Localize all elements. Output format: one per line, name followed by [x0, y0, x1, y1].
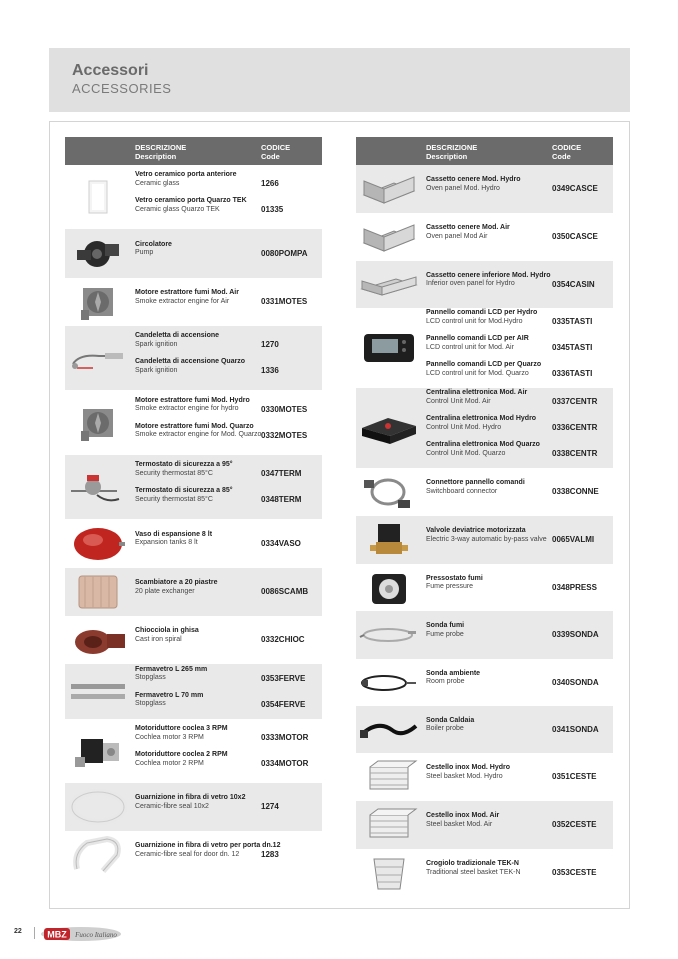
product-name-en: Boiler probe — [426, 725, 464, 732]
product-item — [135, 725, 322, 751]
control-unit-icon — [358, 406, 420, 450]
product-name-it: Sonda ambiente — [426, 669, 481, 677]
product-name-it: Vaso di espansione 8 lt — [135, 530, 213, 538]
product-name-en: Spark ignition — [135, 366, 178, 374]
product-code: 0341SONDA — [552, 724, 599, 734]
table-row — [356, 753, 613, 801]
product-name-en: Security thermostat 85°C — [135, 469, 213, 477]
product-name-en: Cast iron spiral — [135, 635, 182, 643]
table-row — [65, 616, 322, 664]
table-row — [356, 308, 613, 388]
product-code: 0347TERM — [261, 468, 302, 478]
header-code-en: Code — [552, 152, 571, 161]
glass-icon — [67, 175, 129, 219]
product-item — [426, 176, 613, 202]
product-name-en: Ceramic-fibre seal for door dn. 12 — [135, 850, 240, 858]
probe-black-icon — [358, 708, 420, 752]
product-code: 0354FERVE — [261, 699, 306, 709]
product-code: 0331MOTES — [261, 296, 308, 306]
product-code: 0352CESTE — [552, 819, 597, 829]
product-name-en: Control Unit Mod. Air — [426, 397, 491, 405]
product-code: 0335TASTI — [552, 316, 593, 326]
product-name-en: Cochlea motor 2 RPM — [135, 759, 204, 767]
product-item — [135, 627, 322, 653]
product-name-en: Control Unit Mod. Quarzo — [426, 449, 506, 457]
table-body — [356, 165, 613, 897]
product-name-it: Valvole deviatrice motorizzata — [426, 527, 526, 534]
product-name-en: Control Unit Mod. Hydro — [426, 423, 502, 431]
product-code: 0080POMPA — [261, 248, 308, 258]
product-code: 0345TASTI — [552, 342, 593, 352]
product-name-en: Switchboard connector — [426, 487, 498, 495]
product-name-it: Centralina elettronica Mod Hydro — [426, 415, 537, 422]
product-name-it: Motoriduttore coclea 2 RPM — [135, 751, 228, 758]
ash-tray-inferior-icon — [358, 263, 420, 307]
product-name-it: Cassetto cenere Mod. Air — [426, 224, 510, 231]
product-name-en: LCD control unit for Mod. Air — [426, 343, 514, 351]
product-name-en: Steel basket Mod. Air — [426, 820, 493, 828]
product-code: 1283 — [261, 849, 279, 859]
product-name-it: Motoriduttore coclea 3 RPM — [135, 725, 228, 732]
product-name-en: Traditional steel basket TEK-N — [426, 868, 521, 876]
table-row — [356, 213, 613, 261]
product-code: 0065VALMI — [552, 534, 595, 544]
product-code: 0354CASIN — [552, 279, 595, 289]
product-code: 0351CESTE — [552, 771, 597, 781]
table-row — [356, 659, 613, 706]
product-item — [135, 358, 322, 384]
product-name-it: Fermavetro L 265 mm — [135, 665, 208, 673]
product-name-it: Cestello inox Mod. Hydro — [426, 764, 511, 771]
product-name-it: Scambiatore a 20 piastre — [135, 579, 218, 586]
table-row — [65, 519, 322, 568]
product-name-it: Sonda Caldaia — [426, 716, 475, 724]
product-name-en: Ceramic glass Quarzo TEK — [135, 205, 220, 213]
thermostat-icon — [67, 465, 129, 509]
ash-tray-icon — [358, 167, 420, 211]
product-code: 0332CHIOC — [261, 634, 305, 644]
product-item — [426, 272, 613, 298]
product-item — [135, 397, 322, 423]
product-name-en: Pump — [135, 249, 154, 256]
product-item — [426, 812, 613, 838]
product-name-en: 20 plate exchanger — [135, 587, 195, 595]
footer-divider — [34, 927, 35, 939]
product-item — [426, 479, 613, 505]
product-name-en: Ceramic glass — [135, 179, 180, 187]
table-row — [65, 229, 322, 278]
product-name-it: Vetro ceramico porta anteriore — [135, 171, 237, 178]
product-code: 0349CASCE — [552, 183, 598, 193]
table-row — [65, 455, 322, 519]
product-name-en: Electric 3-way automatic by-pass valve — [426, 535, 547, 543]
table-row — [65, 568, 322, 616]
product-item — [135, 332, 322, 358]
header-desc-it: DESCRIZIONE — [135, 143, 187, 152]
brand-logo — [40, 926, 122, 942]
product-item — [426, 389, 613, 415]
product-name-it: Sonda fumi — [426, 622, 465, 629]
product-name-it: Termostato di sicurezza a 95° — [135, 461, 233, 468]
product-name-en: Smoke extractor engine for Air — [135, 297, 230, 305]
product-code: 0350CASCE — [552, 231, 598, 241]
table-row — [356, 564, 613, 611]
product-name-it: Centralina elettronica Mod. Air — [426, 389, 528, 396]
header-desc-it: DESCRIZIONE — [426, 143, 478, 152]
product-name-en: Stopglass — [135, 674, 166, 681]
product-item — [135, 794, 322, 820]
product-code: 1266 — [261, 178, 279, 188]
product-code: 0348TERM — [261, 494, 302, 504]
header-desc-en: Description — [426, 152, 468, 161]
table-row — [65, 278, 322, 326]
product-name-it: Motore estrattore fumi Mod. Hydro — [135, 396, 250, 404]
product-item — [135, 487, 322, 513]
product-code: 0332MOTES — [261, 430, 308, 440]
product-item — [426, 309, 613, 335]
product-name-it: Vetro ceramico porta Quarzo TEK — [135, 197, 247, 204]
product-item — [426, 361, 613, 387]
product-name-en: Ceramic-fibre seal 10x2 — [135, 802, 209, 810]
product-name-it: Cassetto cenere Mod. Hydro — [426, 176, 521, 183]
product-name-en: Fume probe — [426, 630, 464, 638]
product-name-it: Fermavetro L 70 mm — [135, 691, 204, 699]
product-item — [426, 670, 613, 696]
product-code: 0336TASTI — [552, 368, 593, 378]
product-name-it: Circolatore — [135, 240, 172, 248]
product-name-it: Connettore pannello comandi — [426, 479, 525, 486]
product-name-en: Oven panel Mod Air — [426, 232, 488, 240]
product-item — [426, 575, 613, 601]
lcd-icon — [358, 326, 420, 370]
product-code: 0086SCAMB — [261, 586, 309, 596]
product-item — [426, 764, 613, 790]
table-body — [65, 165, 322, 879]
fan-icon — [67, 401, 129, 445]
product-item — [135, 461, 322, 487]
product-name-it: Crogiolo tradizionale TEK-N — [426, 860, 519, 867]
table-row — [356, 611, 613, 659]
page-number: 22 — [14, 928, 22, 935]
table-row — [356, 165, 613, 213]
product-name-it: Motore estrattore fumi Mod. Air — [135, 289, 239, 296]
product-code: 0353FERVE — [261, 673, 306, 683]
header-code-it: CODICE — [552, 143, 582, 152]
product-name-en: Spark ignition — [135, 340, 178, 348]
table-row — [356, 516, 613, 564]
product-item — [135, 842, 322, 868]
product-name-it: Chiocciola in ghisa — [135, 627, 199, 634]
product-name-en: Oven panel Mod. Hydro — [426, 184, 500, 192]
product-name-en: Cochlea motor 3 RPM — [135, 733, 204, 741]
bars-icon — [67, 670, 129, 714]
product-code: 0330MOTES — [261, 404, 308, 414]
accessories-table-right — [356, 137, 613, 897]
product-name-it: Candeletta di accensione Quarzo — [135, 358, 246, 365]
product-code: 0334VASO — [261, 538, 301, 548]
product-name-en: Room probe — [426, 678, 465, 685]
spiral-icon — [67, 618, 129, 662]
table-row — [65, 664, 322, 719]
product-name-it: Candeletta di accensione — [135, 332, 220, 339]
product-name-it: Termostato di sicurezza a 85° — [135, 487, 233, 494]
product-name-en: Security thermostat 85°C — [135, 495, 213, 503]
table-row — [356, 849, 613, 897]
product-item — [135, 289, 322, 315]
product-item — [426, 415, 613, 441]
pump-icon — [67, 232, 129, 276]
product-name-en: Smoke extractor engine for Mod. Quarzo — [135, 431, 262, 438]
probe-icon — [358, 613, 420, 657]
header-desc-en: Description — [135, 152, 177, 161]
product-item — [135, 751, 322, 777]
product-item — [135, 692, 322, 718]
logo-script: Fuoco Italiano — [75, 931, 117, 939]
table-row — [65, 831, 322, 879]
product-code: 1274 — [261, 801, 279, 811]
product-name-en: Inferior oven panel for Hydro — [426, 280, 515, 287]
product-item — [426, 527, 613, 553]
page-header — [49, 48, 630, 112]
product-item — [426, 717, 613, 743]
product-name-it: Pannello comandi LCD per Quarzo — [426, 361, 542, 368]
product-item — [135, 171, 322, 197]
product-name-it: Cassetto cenere inferiore Mod. Hydro — [426, 271, 551, 279]
table-row — [65, 326, 322, 390]
product-code: 0336CENTR — [552, 422, 598, 432]
product-code: 0334MOTOR — [261, 758, 309, 768]
crucible-icon — [358, 851, 420, 895]
table-row — [356, 468, 613, 516]
spark-icon — [67, 336, 129, 380]
exchanger-icon — [67, 570, 129, 614]
product-name-en: LCD control unit for Mod.Hydro — [426, 317, 523, 325]
accessories-table-left — [65, 137, 322, 879]
valve-icon — [358, 518, 420, 562]
product-code: 0338CENTR — [552, 448, 598, 458]
product-item — [426, 860, 613, 886]
table-row — [65, 783, 322, 831]
fan-icon — [67, 280, 129, 324]
logo-text: MBZ — [47, 929, 67, 940]
product-name-en: Expansion tanks 8 lt — [135, 539, 198, 546]
product-code: 01335 — [261, 204, 284, 214]
product-name-it: Centralina elettronica Mod Quarzo — [426, 441, 540, 448]
header-code-it: CODICE — [261, 143, 291, 152]
product-name-en: Smoke extractor engine for hydro — [135, 405, 239, 412]
product-code: 1270 — [261, 339, 279, 349]
seal-rope-icon — [67, 833, 129, 877]
gearmotor-icon — [67, 729, 129, 773]
ash-tray-icon — [358, 215, 420, 259]
product-name-it: Pressostato fumi — [426, 574, 483, 582]
product-item — [135, 579, 322, 605]
basket-icon — [358, 755, 420, 799]
page-subtitle: ACCESSORIES — [72, 81, 172, 96]
product-code: 0339SONDA — [552, 629, 599, 639]
table-row — [65, 719, 322, 783]
product-code: 0333MOTOR — [261, 732, 309, 742]
connector-icon — [358, 470, 420, 514]
product-name-en: Steel basket Mod. Hydro — [426, 772, 503, 780]
product-item — [426, 441, 613, 467]
table-header — [356, 137, 613, 165]
basket-icon — [358, 803, 420, 847]
product-item — [135, 423, 322, 449]
product-name-it: Pannello comandi LCD per AIR — [426, 335, 529, 342]
product-code: 0338CONNE — [552, 486, 599, 496]
table-header — [65, 137, 322, 165]
product-code: 0348PRESS — [552, 582, 597, 592]
product-code: 0353CESTE — [552, 867, 597, 877]
product-code: 0337CENTR — [552, 396, 598, 406]
product-name-it: Motore estrattore fumi Mod. Quarzo — [135, 422, 254, 430]
table-row — [65, 390, 322, 455]
product-name-en: Stopglass — [135, 700, 166, 707]
table-row — [356, 706, 613, 753]
table-row — [356, 388, 613, 468]
product-name-en: LCD control unit for Mod. Quarzo — [426, 369, 529, 377]
product-name-it: Guarnizione in fibra di vetro 10x2 — [135, 794, 246, 801]
product-item — [426, 622, 613, 648]
product-name-en: Fume pressure — [426, 583, 474, 590]
product-name-it: Cestello inox Mod. Air — [426, 812, 500, 819]
table-row — [356, 801, 613, 849]
product-item — [135, 197, 322, 223]
probe-cable-icon — [358, 661, 420, 705]
product-item — [426, 224, 613, 250]
product-item — [135, 241, 322, 267]
table-row — [65, 165, 322, 229]
header-code-en: Code — [261, 152, 280, 161]
product-item — [135, 531, 322, 557]
product-name-it: Pannello comandi LCD per Hydro — [426, 309, 538, 316]
product-code: 0340SONDA — [552, 677, 599, 687]
product-code: 1336 — [261, 365, 279, 375]
product-name-it: Guarnizione in fibra di vetro per porta dn.12 — [135, 842, 281, 849]
product-item — [426, 335, 613, 361]
seal-icon — [67, 785, 129, 829]
table-row — [356, 261, 613, 308]
pressostat-icon — [358, 566, 420, 610]
page-title: Accessori — [72, 62, 149, 79]
tank-icon — [67, 522, 129, 566]
product-item — [135, 666, 322, 692]
